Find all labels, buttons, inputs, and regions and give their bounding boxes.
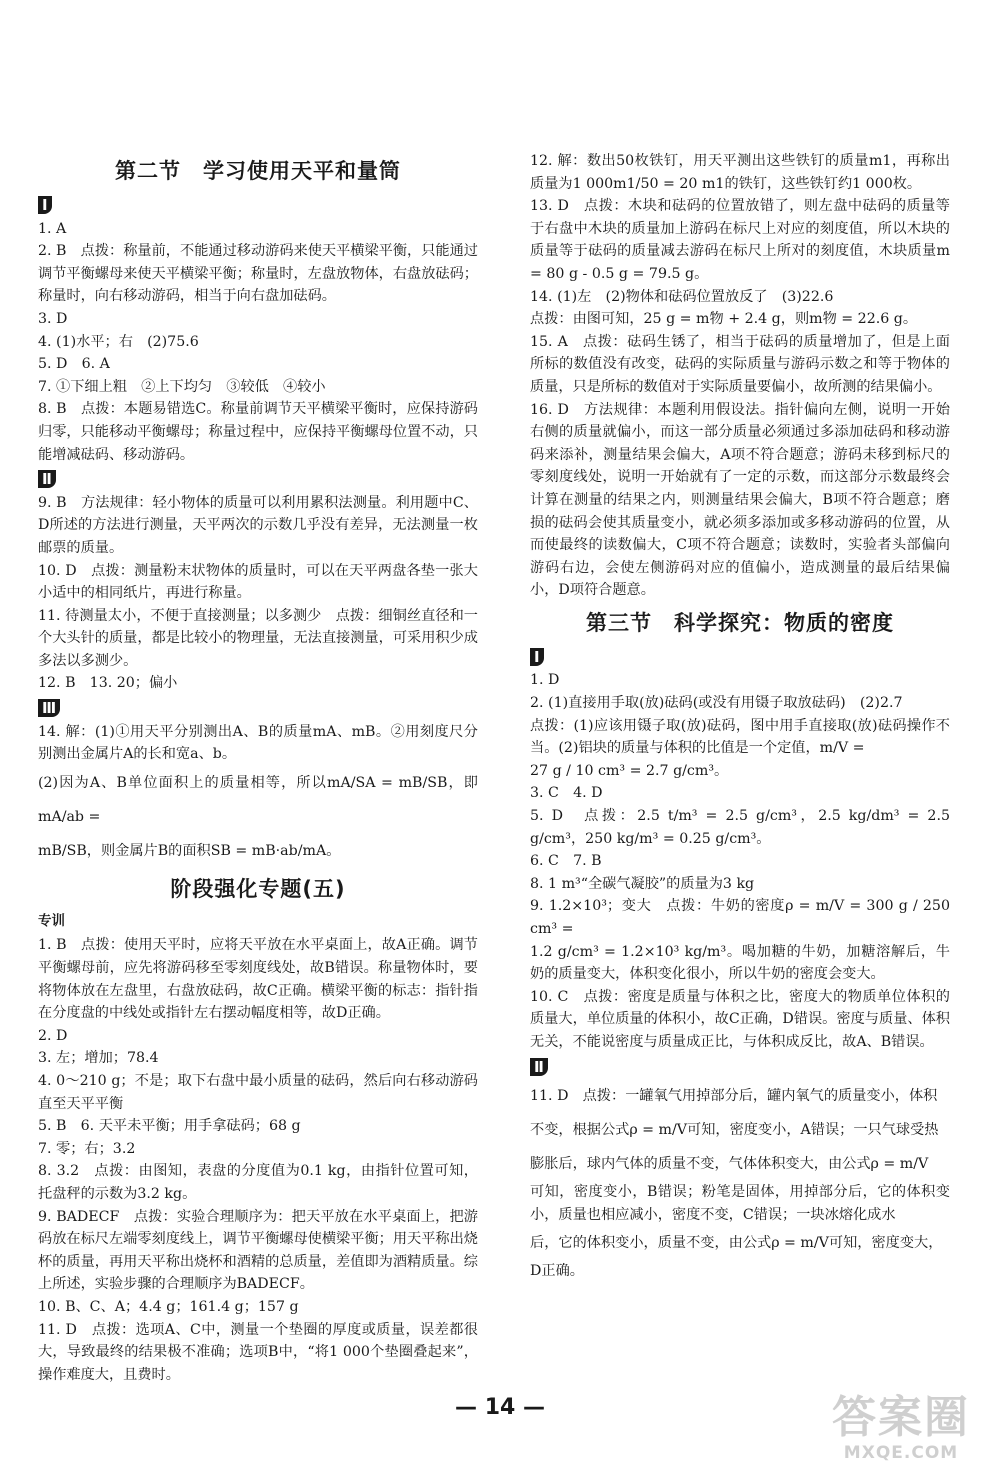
answer-item: 27 g / 10 cm³ = 2.7 g/cm³。 <box>530 762 729 779</box>
answer-item: 点拨：由图可知，25 g = m物 + 2.4 g，则m物 = 22.6 g。 <box>530 311 918 328</box>
right-column <box>530 150 950 1283</box>
watermark-main: 答案圈 <box>832 1392 970 1443</box>
level-badge-2: Ⅱ <box>38 470 56 488</box>
answer-item: 10. D 点拨：测量粉末状物体的质量时，可以在天平两盘各垫一张大小适中的相同纸片，再进行称量。 <box>38 562 478 602</box>
answer-item: 1. A <box>38 220 67 237</box>
answers-group-c <box>38 934 478 1386</box>
answer-item: 3. 左；增加；78.4 <box>38 1050 159 1067</box>
answer-item: 10. B、C、A；4.4 g；161.4 g；157 g <box>38 1298 299 1315</box>
answers-group-a <box>38 218 478 467</box>
answer-item: 14. (1)左 (2)物体和砝码位置放反了 (3)22.6 <box>530 288 834 305</box>
answer-item: 12. 解：数出50枚铁钉，用天平测出这些铁钉的质量m1，再称出质量为1 000m1/50 = 20 m1的铁钉，这些铁钉约1 000枚。 <box>530 153 950 192</box>
answer-item-14-part3: mB/SB，则金属片B的面积SB = mB·ab/mA。 <box>38 842 341 859</box>
level-badge-1: Ⅰ <box>530 648 544 666</box>
watermark-sub: MXQE.COM <box>843 1443 959 1463</box>
page-number: — 14 — <box>455 1395 545 1420</box>
answer-item: 5. D 点拨：2.5 t/m³ = 2.5 g/cm³，2.5 kg/dm³ = 2.5 g/cm³，250 kg/m³ = 0.25 g/cm³。 <box>530 808 950 847</box>
answer-item: 7. 零；右；3.2 <box>38 1140 136 1157</box>
answer-item: D正确。 <box>530 1263 584 1280</box>
answer-item: 5. D 6. A <box>38 356 110 373</box>
special-topic-title: 阶段强化专题(五) <box>170 876 346 901</box>
level-badge-2: Ⅱ <box>530 1058 548 1076</box>
answer-item: 9. 1.2×10³；变大 点拨：牛奶的密度ρ = m/V = 300 g / 250 cm³ = <box>530 898 950 937</box>
answers-group-e <box>530 669 950 1053</box>
answer-item: 11. 待测量太小，不便于直接测量；以多测少 点拨：细铜丝直径和一个大头针的质量，都是比较小的物理量，无法直接测量，可采用积少成多法以多测少。 <box>38 607 478 669</box>
answer-item: 9. B 方法规律：轻小物体的质量可以利用累积法测量。利用题中C、D所述的方法进行测量，天平两次的示数几乎没有差异，无法测量一枚邮票的质量。 <box>38 494 478 556</box>
answer-item: 2. B 点拨：称量前，不能通过移动游码来使天平横梁平衡，只能通过调节平衡螺母来使天平横梁平衡；称量时，左盘放物体，右盘放砝码；称量时，向右移动游码，相当于向右盘加砝码。 <box>38 243 478 305</box>
level-badge-1: Ⅰ <box>38 196 52 214</box>
answer-item: 5. B 6. 天平未平衡；用手拿砝码；68 g <box>38 1118 301 1135</box>
answer-item: 16. D 方法规律：本题利用假设法。指针偏向左侧，说明一开始右侧的质量就偏小，而这一部分质量必须通过多添加砝码和移动游码来添补，测量结果会偏大，A项不符合题意；游码未移到标尺的零刻度线处，说明一开始就有了一定的示数，而这部分示数最终会计算在测量的结果之内，则测量结果会偏大，B项不符合题意；磨损的砝码会使其质量变小，就必须多添加或多移动游码的位置，从而使最终的读数偏大，C项不符合题意；读数时，实验者头部偏向游码右边，会使左侧游码对应的值偏小，造成测量的最后结果偏小，D项符合题意。 <box>530 401 950 599</box>
answer-item: 3. C 4. D <box>530 785 603 802</box>
answer-item: 11. D 点拨：一罐氧气用掉部分后，罐内氧气的质量变小，体积 <box>530 1088 938 1105</box>
answer-item: 1. B 点拨：使用天平时，应将天平放在水平桌面上，故A正确。调节平衡螺母前，应先将游码移至零刻度线处，故B错误。称量物体时，要将物体放在左盘里，右盘放砝码，故C正确。横梁平衡的标志：指针指在分度盘的中线处或指针左右摆动幅度相等，故D正确。 <box>38 937 478 1022</box>
answers-group-b <box>38 492 478 695</box>
watermark-logo <box>832 1393 970 1463</box>
answer-item-14-part1: 14. 解：(1)①用天平分别测出A、B的质量mA、mB。②用刻度尺分别测出金属片A的长和宽a、b。 <box>38 723 478 763</box>
answers-group-f <box>530 1079 950 1283</box>
answer-item: 12. B 13. 20；偏小 <box>38 675 178 692</box>
answer-item: 4. (1)水平；右 (2)75.6 <box>38 333 199 350</box>
answer-item: 8. 1 m³“全碳气凝胶”的质量为3 kg <box>530 875 755 892</box>
answer-item: 8. B 点拨：本题易错选C。称量前调节天平横梁平衡时，应保持游码归零，只能移动平衡螺母；称量过程中，应保持平衡螺母位置不动，只能增减砝码、移动游码。 <box>38 401 478 463</box>
answer-item: 点拨：(1)应该用镊子取(放)砝码，图中用手直接取(放)砝码操作不当。(2)铝块的质量与体积的比值是一个定值，m/V = <box>530 717 950 757</box>
level-badge-3: Ⅲ <box>38 699 60 717</box>
answer-item: 9. BADECF 点拨：实验合理顺序为：把天平放在水平桌面上，把游码放在标尺左端零刻度线上，调节平衡螺母使横梁平衡；用天平称出烧杯的质量，再用天平称出烧杯和酒精的总质量，差值即为酒精质量。综上所述，实验步骤的合理顺序为BADECF。 <box>38 1208 478 1293</box>
answer-item: 7. ①下细上粗 ②上下均匀 ③较低 ④较小 <box>38 378 326 395</box>
answer-item: 1. D <box>530 672 560 689</box>
section-title-3: 第三节 科学探究：物质的密度 <box>586 610 894 635</box>
answer-item: 3. D <box>38 310 68 327</box>
answer-item: 4. 0～210 g；不是；取下右盘中最小质量的砝码，然后向右移动游码直至天平平衡 <box>38 1073 478 1112</box>
left-column <box>38 150 478 1386</box>
answer-item: 11. D 点拨：选项A、C中，测量一个垫圈的厚度或质量，误差都很大，导致最终的结果极不准确；选项B中，“将1 000个垫圈叠起来”，操作难度大，且费时。 <box>38 1321 478 1383</box>
answer-item: 可知，密度变小，B错误；粉笔是固体，用掉部分后，它的体积变小，质量也相应减小，密度不变，C错误；一块冰熔化成水 <box>530 1184 950 1223</box>
answers-group-d <box>530 150 950 602</box>
answer-item: 13. D 点拨：木块和砝码的位置放错了，则左盘中砝码的质量等于右盘中木块的质量加上游码在标尺上对应的刻度值，所以木块的质量等于砝码的质量减去游码在标尺上所对的刻度值，木块质量m = 80 g - 0.5 g = 79.5 g。 <box>530 198 950 282</box>
answer-item: 不变，根据公式ρ = m/V可知，密度变小，A错误；一只气球受热 <box>530 1122 939 1139</box>
answer-item: 6. C 7. B <box>530 853 602 870</box>
answer-item: 10. C 点拨：密度是质量与体积之比，密度大的物质单位体积的质量大，单位质量的体积小，故C正确，D错误。密度与质量、体积无关，不能说密度与质量成正比，与体积成反比，故A、B错误。 <box>530 988 950 1050</box>
answer-item-14-part2: (2)因为A、B单位面积上的质量相等，所以mA/SA = mB/SB，即mA/ab = <box>38 774 478 825</box>
answer-item: 2. (1)直接用手取(放)砝码(或没有用镊子取放砝码) (2)2.7 <box>530 695 903 712</box>
answer-item: 15. A 点拨：砝码生锈了，相当于砝码的质量增加了，但是上面所标的数值没有改变，砝码的实际质量与游码示数之和等于物体的质量，只是所标的数值对于实际质量要偏小，故所测的结果偏小。 <box>530 333 950 395</box>
section-title-2: 第二节 学习使用天平和量筒 <box>115 159 401 183</box>
answer-item: 8. 3.2 点拨：由图知，表盘的分度值为0.1 kg，由指针位置可知，托盘秤的示数为3.2 kg。 <box>38 1163 478 1202</box>
special-training-label: 专训 <box>38 912 65 929</box>
answer-item: 2. D <box>38 1027 68 1044</box>
answer-item: 1.2 g/cm³ = 1.2×10³ kg/m³。喝加糖的牛奶，加糖溶解后，牛奶的质量变大，体积变化很小，所以牛奶的密度会变大。 <box>530 943 950 983</box>
answer-item: 膨胀后，球内气体的质量不变，气体体积变大，由公式ρ = m/V <box>530 1156 929 1173</box>
answer-item: 后，它的体积变小，质量不变，由公式ρ = m/V可知，密度变大， <box>530 1235 943 1252</box>
